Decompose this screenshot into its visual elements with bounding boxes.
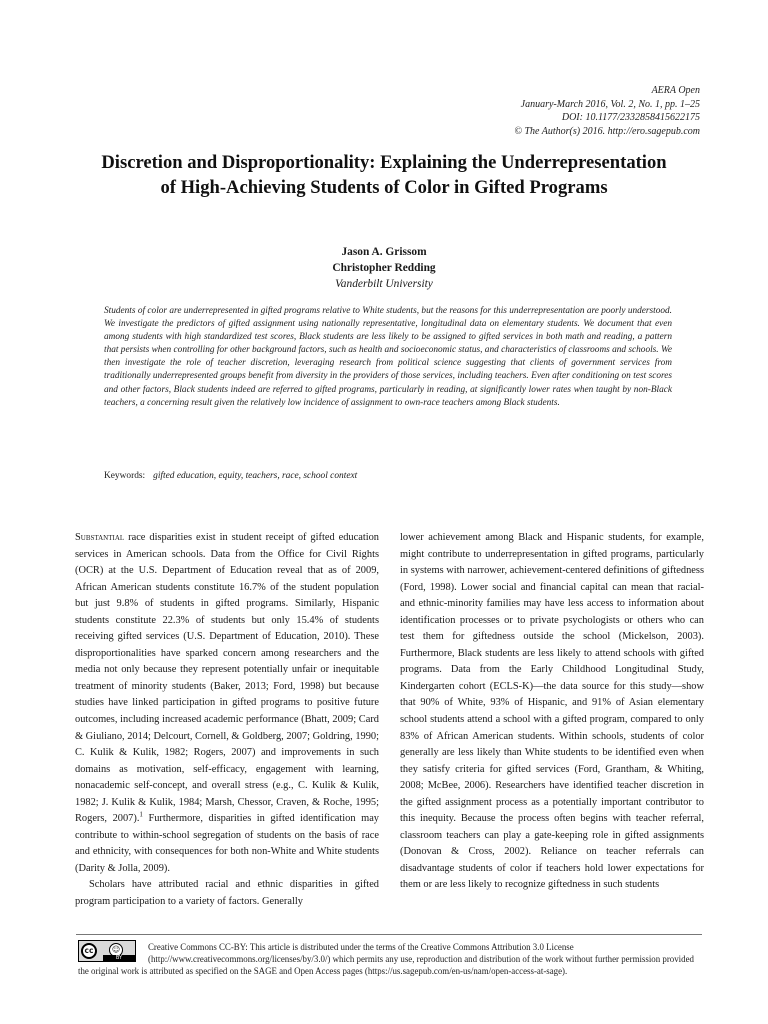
paragraph-1-text: race disparities exist in student receipt of gifted education services in American schools. Data from the Office for Civil Rights (OCR) at the U.S. Department of Education reveal that as of 2009, African American students constitute 16.7% of the student population but just 9.8% of students in gifted programs. Similarly, Hispanic students constitute 22.3% of students but only 15.4% of students receiving gifted services (U.S. Department of Education, 2010). These disproportionalities have sparked concern among researchers and the media not only because they represent potentially unfair or inequitable treatment of minority students (Baker, 2013; Ford, 1998) but because studies have linked participation in gifted programs to positive future outcomes, including increased academic performance (Bhatt, 2009; Card & Giuliano, 2014; Delcourt, Cornell, & Goldberg, 2007; Goldring, 1990; C. Kulik & Kulik, 1982; Rogers, 2007) and improvements in such domains as motivation, self-efficacy, engagement with learning, nonacademic self-concept, and overall stress (e.g., C. Kulik & Kulik, 1982; J. Kulik & Kulik, 1984; Marsh, Chessor, Craven, & Roche, 1995; Rogers, 2007). xyxy=(75,532,379,825)
body-paragraph-2: Scholars have attributed racial and ethnic disparities in gifted program participation to a variety of factors. Generally xyxy=(75,879,379,908)
lead-word: Substantial xyxy=(75,532,125,543)
keywords xyxy=(104,471,357,481)
title-line-1: Discretion and Disproportionality: Explaining the Underrepresentation xyxy=(101,152,667,173)
body-paragraph-1 xyxy=(75,530,379,877)
body-paragraph-continued: lower achievement among Black and Hispanic students, for example, might contribute to underrepresentation in gifted programs, particularly in systems with narrower, achievement-centered definitions of giftedness (Ford, 1998). Lower social and financial capital can mean that racial- and ethnic-minority families may have less access to information about identification processes or to private psychologists or others who can test them for giftedness outside the school (Mickelson, 2003). Furthermore, Black students are less likely to attend schools with gifted programs. Data from the Early Childhood Longitudinal Study, Kindergarten cohort (ECLS-K)—the data source for this study—show that 90% of White, 93% of Hispanic, and 91% of Asian elementary school students attend a school with a gifted program, compared to only 83% of African American students. Within schools, students of color generally are less likely than White students to be identified even when they satisfy criteria for gifted services (Ford, Grantham, & Whiting, 2008; McBee, 2006). Researchers have identified teacher discretion in the gifted assignment process as a potentially important contributor to this inequity. Because the process often begins with teacher referral, classroom teachers can play a gate-keeping role in gifted assignments (Donovan & Cross, 2002). Reliance on teacher referrals can disadvantage students of color if teachers hold lower expectations for them or are less likely to recognize giftedness in such students xyxy=(400,532,704,891)
author-2: Christopher Redding xyxy=(332,262,436,274)
body-column-left xyxy=(75,530,379,911)
footnote-marker[interactable]: 1 xyxy=(139,810,143,819)
abstract: Students of color are underrepresented in gifted programs relative to White students, but the reasons for this underrepresentation are poorly understood. We investigate the predictors of gifted assignment using nationally representative, longitudinal data on elementary students. We document that even among students with high standardized test scores, Black students are less likely to be assigned to gifted services in both math and reading, a pattern that persists when controlling for other background factors, such as health and socioeconomic status, and characteristics of classrooms and schools. We then investigate the role of teacher discretion, leveraging research from political science suggesting that clients of government services from traditionally underrepresented groups benefit from diversity in the providers of those services, including teachers. Even after conditioning on test scores and other factors, Black students indeed are referred to gifted programs, particularly in reading, at significantly lower rates when taught by non-Black teachers, a concerning result given the relatively low incidence of assignment to own-race teachers among Black students. xyxy=(104,306,672,408)
journal-issue: January-March 2016, Vol. 2, No. 1, pp. 1–25 xyxy=(520,98,700,110)
doi: DOI: 10.1177/2332858415622175 xyxy=(561,112,700,124)
footer-divider xyxy=(76,934,702,935)
journal-header xyxy=(514,84,700,138)
affiliation: Vanderbilt University xyxy=(335,278,433,290)
body-column-right xyxy=(400,530,704,894)
keywords-values: gifted education, equity, teachers, race, school context xyxy=(153,471,358,481)
creative-commons-icon: cc xyxy=(81,943,97,959)
title-line-2: of High-Achieving Students of Color in Gifted Programs xyxy=(160,177,608,198)
attribution-person-icon: ☺ xyxy=(109,943,123,957)
license-notice xyxy=(78,941,702,978)
copyright-line: © The Author(s) 2016. http://ero.sagepub.com xyxy=(514,125,700,137)
article-title xyxy=(40,150,728,200)
author-1: Jason A. Grissom xyxy=(341,246,427,258)
license-text: Creative Commons CC-BY: This article is distributed under the terms of the Creative Commons Attribution 3.0 License (http://www.creativecommons.org/licenses/by/3.0/) which permits any use, reproduction and distribution of the work without further permission provided the original work is attributed as specified on the SAGE and Open Access pages (https://us.sagepub.com/en-us/nam/open-access-at-sage). xyxy=(78,942,694,977)
keywords-label: Keywords: xyxy=(104,471,146,481)
journal-name: AERA Open xyxy=(651,85,700,96)
author-block xyxy=(0,244,768,292)
paragraph-1-tail: Furthermore, disparities in gifted identification may contribute to within-school segregation of students on the basis of race and ethnicity, with consequences for both non-White and White students (Darity & Jolla, 2009). xyxy=(75,813,379,874)
by-label: BY xyxy=(103,955,135,961)
